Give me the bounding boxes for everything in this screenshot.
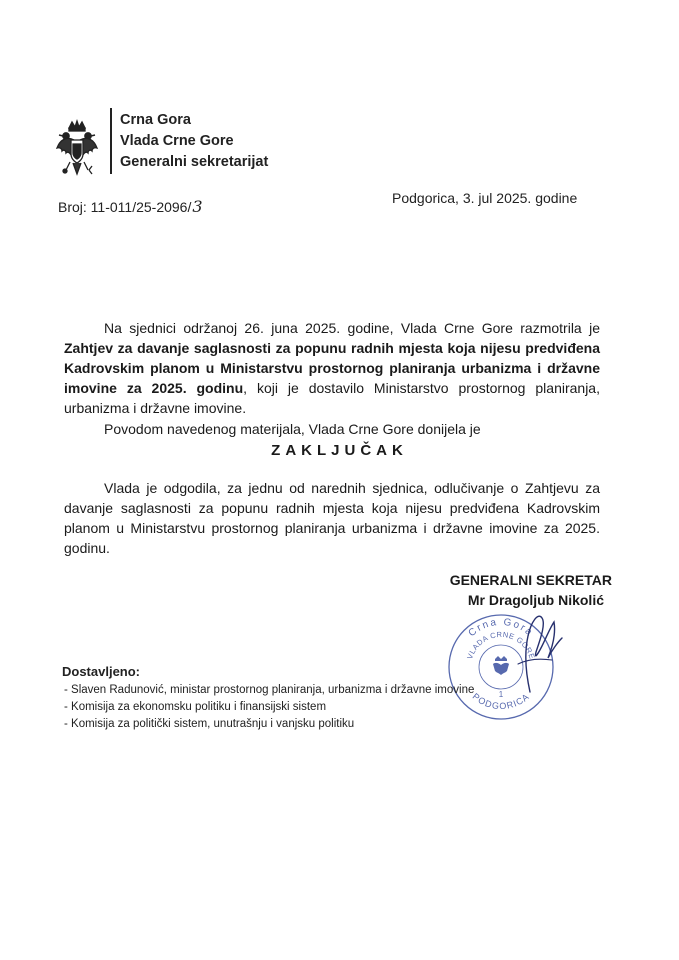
distribution-item: - Slaven Radunović, ministar prostornog planiranja, urbanizma i državne imovine: [64, 684, 475, 696]
header-government: Vlada Crne Gore: [120, 133, 234, 149]
header-country: Crna Gora: [120, 112, 191, 128]
distribution-item: - Komisija za ekonomsku politiku i finansijski sistem: [64, 701, 327, 713]
reference-number: [58, 197, 203, 216]
distribution-item: - Komisija za politički sistem, unutrašnju i vanjsku politiku: [64, 718, 355, 730]
paragraph-intro-subject: Zahtjev za davanje saglasnosti za popunu radnih mjesta koja nijesu predviđena Kadrovskim planom u Ministarstvu prostornog planiranja urbanizma i državne imovine za 2025. godinu: [64, 340, 600, 396]
paragraph-conclusion: Vlada je odgodila, za jednu od narednih sjednica, odlučivanje o Zahtjevu za davanje saglasnosti za popunu radnih mjesta koja nijesu predviđena Kadrovskim planom u Ministarstvu prostornog planiranja urbanizma i državne imovine za 2025. godinu.: [64, 480, 600, 556]
stamp-top-text: Crna Gora: [466, 616, 536, 640]
conclusion-title: ZAKLJUČAK: [271, 442, 408, 459]
paragraph-decision-intro: Povodom navedenog materijala, Vlada Crne Gore donijela je: [104, 421, 481, 437]
handwritten-suffix: 3: [192, 197, 203, 216]
stamp-mid-text: VLADA CRNE GORE: [465, 629, 537, 661]
stamp-number: 1: [498, 690, 504, 699]
header-divider: [110, 108, 112, 174]
reference-number-text: Broj: 11-011/25-2096/: [58, 199, 192, 215]
place-date: Podgorica, 3. jul 2025. godine: [392, 190, 578, 206]
paragraph-intro-part2: , koji je dostavilo Ministarstvo prostornog planiranja, urbanizma i državne imovine.: [64, 380, 600, 416]
paragraph-intro: [64, 318, 600, 418]
signatory-title: GENERALNI SEKRETAR: [449, 572, 612, 588]
distribution-title: Dostavljeno:: [62, 664, 141, 679]
header-secretariat: Generalni sekretarijat: [120, 154, 269, 170]
stamp-bottom-text: PODGORICA: [470, 691, 532, 712]
coat-of-arms-emblem: [54, 118, 100, 180]
handwritten-signature: [508, 604, 566, 694]
paragraph-intro-part1: Na sjednici održanoj 26. juna 2025. godine, Vlada Crne Gore razmotrila je: [104, 320, 600, 336]
signatory-name: Mr Dragoljub Nikolić: [467, 592, 604, 608]
